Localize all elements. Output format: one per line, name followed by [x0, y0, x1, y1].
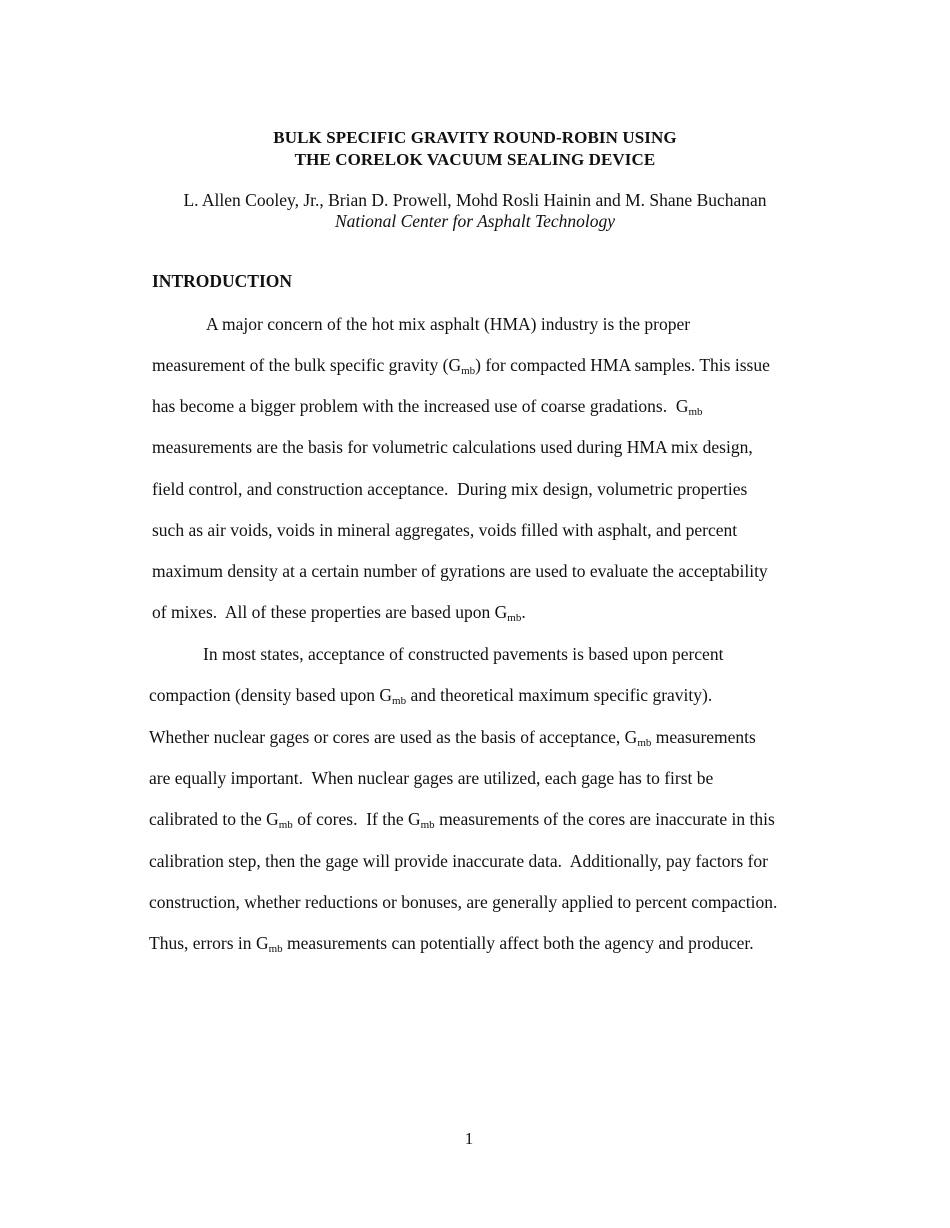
gmb-subscript: mb: [268, 943, 283, 955]
paragraph-line: [152, 519, 737, 541]
paragraph-line: [149, 684, 712, 706]
text-run: such as air voids, voids in mineral aggregates, voids filled with asphalt, and percent: [152, 520, 738, 540]
paragraph-line: [152, 395, 703, 417]
paragraph-line: [152, 436, 753, 458]
paragraph-line: [152, 560, 768, 582]
gmb-symbol: G: [266, 809, 279, 829]
text-run: maximum density at a certain number of gyrations are used to evaluate the acceptability: [152, 561, 768, 581]
text-run: Whether nuclear gages or cores are used as the basis of acceptance,: [149, 727, 625, 747]
title-line-1: BULK SPECIFIC GRAVITY ROUND-ROBIN USING: [273, 128, 677, 147]
paragraph-line: [149, 726, 756, 748]
paragraph-line: [203, 643, 723, 665]
paragraph-line: [149, 808, 775, 830]
gmb-symbol: G: [624, 727, 638, 747]
text-run: compaction (density based upon: [149, 685, 380, 705]
text-run: and theoretical maximum specific gravity).: [406, 685, 713, 705]
text-run: has become a bigger problem with the increased use of coarse gradations.: [152, 396, 676, 416]
text-run: .: [521, 602, 526, 622]
gmb-symbol: G: [448, 355, 462, 375]
paragraph-line: [152, 601, 526, 623]
paragraph-line: [149, 932, 754, 954]
text-run: construction, whether reductions or bonuses, are generally applied to percent compaction.: [149, 892, 778, 912]
gmb-subscript: mb: [392, 695, 407, 707]
paragraph-line: [149, 767, 713, 789]
affiliation: National Center for Asphalt Technology: [334, 211, 615, 231]
text-run: measurements can potentially affect both the agency and producer.: [282, 933, 754, 953]
text-run: Thus, errors in: [149, 933, 256, 953]
gmb-subscript: mb: [507, 612, 522, 624]
text-run: field control, and construction acceptance. During mix design, volumetric properties: [152, 479, 748, 499]
text-run: calibrated to the: [149, 809, 267, 829]
section-heading: INTRODUCTION: [152, 271, 293, 291]
text-run: A major concern of the hot mix asphalt (HMA) industry is the proper: [206, 314, 691, 334]
text-run: measurements are the basis for volumetric calculations used during HMA mix design,: [152, 437, 753, 457]
paragraph-line: [206, 313, 690, 335]
text-run: are equally important. When nuclear gages are utilized, each gage has to first be: [149, 768, 714, 788]
gmb-subscript: mb: [278, 819, 293, 831]
document-title: [0, 127, 950, 171]
gmb-subscript: mb: [420, 819, 435, 831]
gmb-symbol: G: [407, 809, 421, 829]
gmb-symbol: G: [255, 933, 269, 953]
gmb-subscript: mb: [688, 406, 703, 418]
text-run: ) for compacted HMA samples. This issue: [475, 355, 770, 375]
gmb-symbol: G: [379, 685, 393, 705]
paragraph-line: [149, 850, 768, 872]
text-run: of cores. If the: [292, 809, 408, 829]
text-run: measurement of the bulk specific gravity (: [152, 355, 449, 375]
gmb-symbol: G: [494, 602, 508, 622]
text-run: measurements of the cores are inaccurate in this: [434, 809, 775, 829]
gmb-subscript: mb: [637, 737, 652, 749]
author-list: L. Allen Cooley, Jr., Brian D. Prowell, Mohd Rosli Hainin and M. Shane Buchanan: [183, 190, 767, 210]
text-run: calibration step, then the gage will provide inaccurate data. Additionally, pay factors for: [149, 851, 768, 871]
page-number: 1: [464, 1129, 474, 1148]
text-run: In most states, acceptance of constructed pavements is based upon percent: [203, 644, 724, 664]
paragraph-line: [149, 891, 777, 913]
title-line-2: THE CORELOK VACUUM SEALING DEVICE: [294, 150, 656, 169]
paragraph-line: [152, 354, 770, 376]
gmb-subscript: mb: [461, 365, 476, 377]
paragraph-line: [152, 478, 747, 500]
text-run: measurements: [651, 727, 756, 747]
text-run: of mixes. All of these properties are based upon: [152, 602, 495, 622]
gmb-symbol: G: [675, 396, 689, 416]
